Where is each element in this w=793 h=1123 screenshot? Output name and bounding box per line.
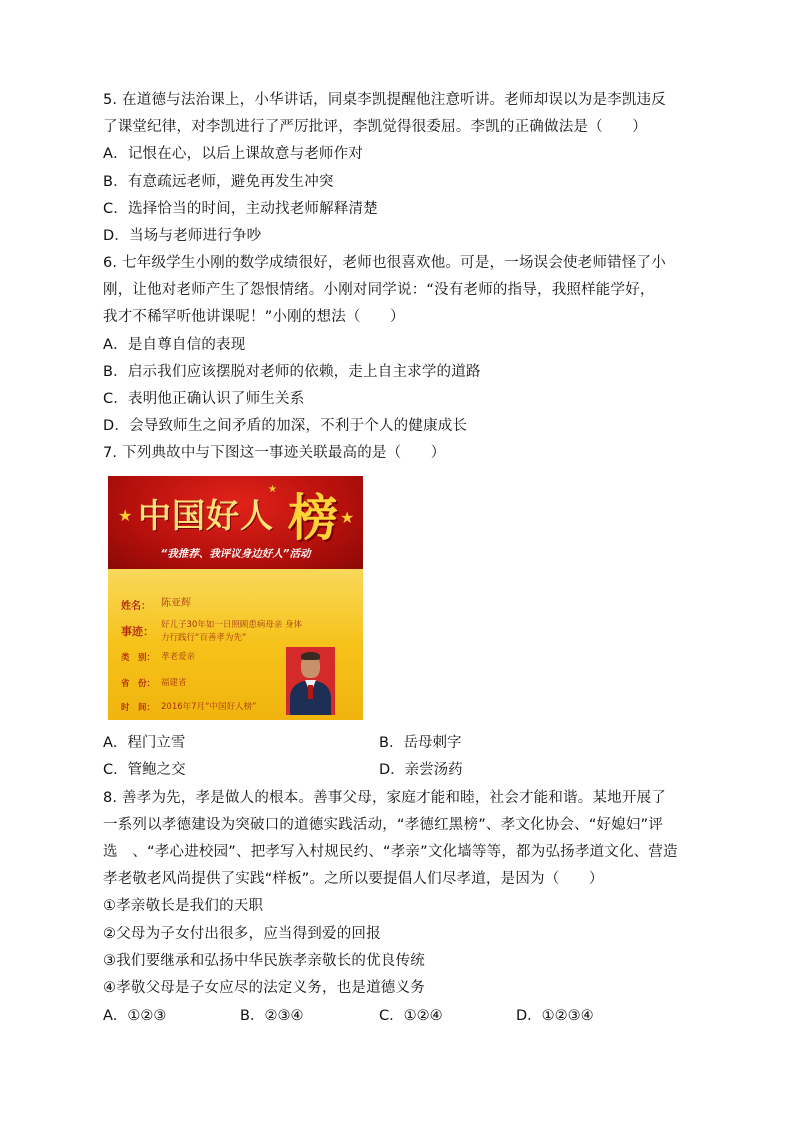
good-people-poster — [108, 476, 363, 720]
q7-stem: 7. 下列典故中与下图这一事迹关联最高的是（ ） — [103, 445, 446, 461]
poster-value-province: 福建省 — [161, 678, 187, 688]
poster-value-deed-2: 力行践行“百善孝为先” — [161, 633, 247, 643]
poster-title-big-char: 榜 — [288, 488, 338, 547]
poster-value-name: 陈亚辉 — [161, 598, 191, 609]
poster-value-time: 2016年7月“中国好人榜” — [161, 702, 257, 712]
star-icon: ★ — [340, 508, 355, 527]
poster-label-time: 时 间： — [121, 703, 156, 713]
q6-option-a: A．是自尊自信的表现 — [103, 337, 246, 353]
star-icon: ★ — [118, 506, 133, 525]
poster-title: 中国好人 — [138, 496, 274, 535]
poster-activity: “我推荐、我评议身边好人”活动 — [160, 548, 311, 560]
star-icon: ★ — [268, 484, 277, 495]
poster-label-deed: 事迹： — [121, 625, 154, 638]
q8-item-1: ①孝亲敬长是我们的天职 — [103, 898, 264, 914]
q8-item-4: ④孝敬父母是子女应尽的法定义务，也是道德义务 — [103, 980, 425, 996]
q5-stem-line-2: 了课堂纪律，对李凯进行了严厉批评，李凯觉得很委屈。李凯的正确做法是（ ） — [103, 119, 647, 135]
q8-stem-line-3: 选 、“孝心进校园”、把孝写入村规民约、“孝亲”文化墙等等，都为弘扬孝道文化、营造 — [103, 844, 678, 860]
poster-label-category: 类 别： — [121, 653, 156, 663]
q6-option-b: B．启示我们应该摆脱对老师的依赖，走上自主求学的道路 — [103, 364, 481, 380]
q6-option-d: D．会导致师生之间矛盾的加深，不利于个人的健康成长 — [103, 418, 468, 434]
q7-option-a: A．程门立雪 — [103, 735, 186, 751]
poster-label-province: 省 份： — [121, 679, 156, 689]
q5-stem-line-1: 5. 在道德与法治课上，小华讲话，同桌李凯提醒他注意听讲。老师却误以为是李凯违反 — [103, 92, 666, 108]
portrait-photo — [286, 647, 335, 715]
q8-option-a: A．①②③ — [103, 1008, 167, 1024]
q8-option-b: B．②③④ — [240, 1008, 304, 1024]
q6-option-c: C．表明他正确认识了师生关系 — [103, 391, 305, 407]
q8-stem-line-2: 一系列以孝德建设为突破口的道德实践活动，“孝德红黑榜”、孝文化协会、“好媳妇”评 — [103, 817, 664, 833]
q5-option-a: A．记恨在心，以后上课故意与老师作对 — [103, 146, 364, 162]
q8-stem-line-1: 8. 善孝为先，孝是做人的根本。善事父母，家庭才能和睦，社会才能和谐。某地开展了 — [103, 790, 666, 806]
q7-option-d: D．亲尝汤药 — [379, 762, 463, 778]
poster-value-deed-1: 好儿子30年如一日照顾患病母亲 身体 — [161, 620, 303, 630]
q6-stem-line-3: 我才不稀罕听他讲课呢！”小刚的想法（ ） — [103, 309, 405, 325]
q7-option-b: B．岳母刺字 — [379, 735, 462, 751]
poster-value-category: 孝老爱亲 — [161, 652, 196, 662]
q8-item-3: ③我们要继承和弘扬中华民族孝亲敬长的优良传统 — [103, 953, 425, 969]
q5-option-c: C．选择恰当的时间，主动找老师解释清楚 — [103, 201, 378, 217]
q8-option-d: D．①②③④ — [516, 1008, 594, 1024]
q8-stem-line-4: 孝老敬老风尚提供了实践“样板”。之所以要提倡人们尽孝道，是因为（ ） — [103, 871, 604, 887]
q6-stem-line-2: 刚，让他对老师产生了怨恨情绪。小刚对同学说：“没有老师的指导，我照样能学好， — [103, 282, 655, 298]
q8-option-c: C．①②④ — [379, 1008, 443, 1024]
q5-option-b: B．有意疏远老师，避免再发生冲突 — [103, 174, 334, 190]
q8-item-2: ②父母为子女付出很多，应当得到爱的回报 — [103, 926, 381, 942]
poster-label-name: 姓名： — [121, 601, 151, 612]
q6-stem-line-1: 6. 七年级学生小刚的数学成绩很好，老师也很喜欢他。可是，一场误会使老师错怪了小 — [103, 255, 666, 271]
q7-option-c: C．管鲍之交 — [103, 762, 186, 778]
q5-option-d: D．当场与老师进行争吵 — [103, 228, 262, 244]
poster-header — [108, 476, 363, 569]
